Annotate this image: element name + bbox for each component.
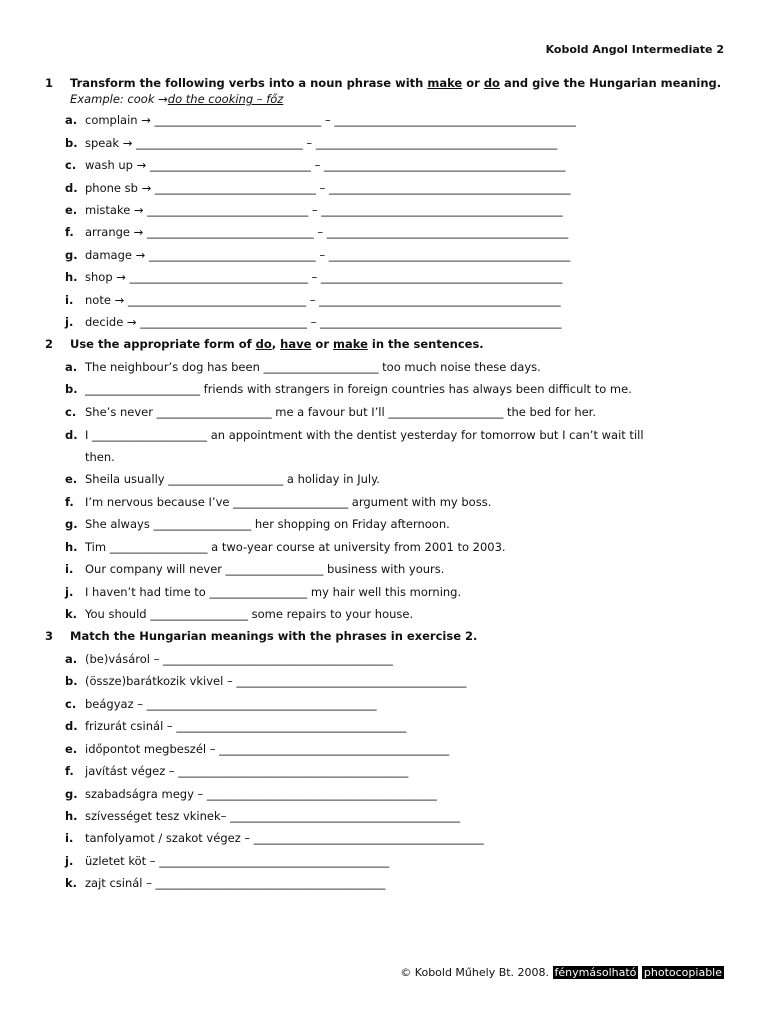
list-item: [65, 652, 393, 666]
list-item: [65, 472, 380, 486]
exercise-number: 2: [45, 337, 54, 351]
item-letter: k.: [65, 876, 78, 890]
list-item: [65, 674, 466, 688]
item-letter: e.: [65, 203, 78, 217]
copyright-text: © Kobold Műhely Bt. 2008.: [400, 966, 550, 979]
item-letter: f.: [65, 764, 74, 778]
item-letter: a.: [65, 360, 78, 374]
photocopiable-badge-hu: fénymásolható: [554, 966, 637, 979]
list-item: [65, 742, 449, 756]
example-label: Example: cook →: [70, 92, 168, 106]
item-text: shop → _______________________________ – __________________________________________: [85, 270, 563, 284]
title-keyword-make: make: [427, 76, 463, 90]
item-text: (össze)barátkozik vkivel – ________________________________________: [85, 674, 467, 688]
list-item: [65, 540, 506, 554]
item-text: szabadságra megy – ________________________________________: [85, 787, 437, 801]
title-text: in the sentences.: [367, 337, 484, 351]
item-text: speak → _____________________________ – __________________________________________: [85, 136, 558, 150]
item-letter: b.: [65, 136, 78, 150]
item-letter: g.: [65, 248, 78, 262]
item-text: szívességet tesz vkinek– ________________________________________: [85, 809, 461, 823]
list-item: [65, 428, 644, 442]
item-continuation: then.: [85, 450, 115, 464]
item-letter: b.: [65, 382, 78, 396]
list-item: [65, 293, 561, 307]
item-letter: i.: [65, 562, 74, 576]
item-letter: f.: [65, 495, 74, 509]
exercise-2-title: [45, 337, 484, 351]
title-text: Transform the following verbs into a noun phrase with: [70, 76, 428, 90]
title-text: Use the appropriate form of: [70, 337, 256, 351]
item-text: wash up → ____________________________ – __________________________________________: [85, 158, 566, 172]
list-item: [65, 113, 576, 127]
item-letter: a.: [65, 113, 78, 127]
item-text: frizurát csinál – ________________________________________: [85, 719, 407, 733]
item-text: (be)vásárol – ________________________________________: [85, 652, 394, 666]
item-letter: e.: [65, 742, 78, 756]
item-text: Our company will never _________________ business with yours.: [85, 562, 445, 576]
title-text: ,: [271, 337, 281, 351]
list-item: [65, 607, 413, 621]
item-text: mistake → ____________________________ – __________________________________________: [85, 203, 563, 217]
list-item: [65, 405, 596, 419]
item-letter: i.: [65, 293, 74, 307]
list-item: [65, 225, 568, 239]
item-text: note → _______________________________ – __________________________________________: [85, 293, 561, 307]
title-text: and give the Hungarian meaning.: [499, 76, 722, 90]
item-letter: j.: [65, 854, 74, 868]
item-text: The neighbour’s dog has been ____________________ too much noise these days.: [85, 360, 541, 374]
list-item: [65, 517, 450, 531]
list-item: [65, 854, 389, 868]
item-letter: d.: [65, 719, 78, 733]
item-text: beágyaz – ________________________________________: [85, 697, 377, 711]
item-text: időpontot megbeszél – ________________________________________: [85, 742, 450, 756]
photocopiable-badge-en: photocopiable: [643, 966, 722, 979]
title-keyword-have: have: [280, 337, 312, 351]
list-item: [65, 315, 562, 329]
page-footer: [400, 966, 724, 979]
exercise-1-example: [70, 92, 283, 106]
item-text: complain → _____________________________ – __________________________________________: [85, 113, 576, 127]
item-letter: j.: [65, 585, 74, 599]
item-text: I’m nervous because I’ve ____________________ argument with my boss.: [85, 495, 492, 509]
item-text: damage → _____________________________ – __________________________________________: [85, 248, 571, 262]
exercise-number: 3: [45, 629, 54, 643]
list-item: [65, 270, 562, 284]
list-item: [65, 809, 460, 823]
list-item: [65, 876, 386, 890]
list-item: [65, 719, 406, 733]
item-letter: g.: [65, 787, 78, 801]
item-letter: h.: [65, 809, 78, 823]
item-text: zajt csinál – ________________________________________: [85, 876, 386, 890]
list-item: [65, 360, 541, 374]
item-text: arrange → _____________________________ – __________________________________________: [85, 225, 569, 239]
item-text: tanfolyamot / szakot végez – ________________________________________: [85, 831, 484, 845]
list-item: [65, 562, 444, 576]
item-text: You should _________________ some repairs to your house.: [85, 607, 414, 621]
title-keyword-do: do: [483, 76, 500, 90]
title-text: or: [311, 337, 334, 351]
title-text: Match the Hungarian meanings with the phrases in exercise 2.: [70, 629, 478, 643]
list-item: [65, 181, 570, 195]
item-letter: a.: [65, 652, 78, 666]
title-text: or: [462, 76, 484, 90]
item-text: javítást végez – ________________________________________: [85, 764, 409, 778]
title-keyword-make: make: [333, 337, 368, 351]
item-text: She always _________________ her shopping on Friday afternoon.: [85, 517, 450, 531]
item-text: I ____________________ an appointment with the dentist yesterday for tomorrow but I can’t wait till: [85, 428, 644, 442]
item-text: üzletet köt – ________________________________________: [85, 854, 390, 868]
item-letter: h.: [65, 270, 78, 284]
list-item: [65, 831, 484, 845]
list-item: [65, 248, 570, 262]
list-item: [65, 136, 557, 150]
item-letter: d.: [65, 428, 78, 442]
list-item: [65, 585, 461, 599]
item-letter: c.: [65, 158, 77, 172]
item-text: She’s never ____________________ me a favour but I’ll ____________________ the bed for her.: [85, 405, 597, 419]
item-text: ____________________ friends with strangers in foreign countries has always been difficult to me.: [85, 382, 632, 396]
item-letter: c.: [65, 697, 77, 711]
list-item: [65, 203, 563, 217]
list-item: [65, 787, 437, 801]
list-item: [65, 158, 565, 172]
item-letter: g.: [65, 517, 78, 531]
example-answer: do the cooking – főz: [167, 92, 284, 106]
item-letter: c.: [65, 405, 77, 419]
item-text: Sheila usually ____________________ a holiday in July.: [85, 472, 380, 486]
exercise-3-title: [45, 629, 477, 643]
item-letter: d.: [65, 181, 78, 195]
list-item: [65, 495, 491, 509]
item-letter: e.: [65, 472, 78, 486]
item-letter: j.: [65, 315, 74, 329]
item-letter: h.: [65, 540, 78, 554]
page-header: Kobold Angol Intermediate 2: [545, 43, 724, 56]
list-item: [65, 697, 377, 711]
item-letter: b.: [65, 674, 78, 688]
item-letter: i.: [65, 831, 74, 845]
item-text: Tim _________________ a two-year course at university from 2001 to 2003.: [85, 540, 506, 554]
item-letter: f.: [65, 225, 74, 239]
list-item: [65, 382, 632, 396]
title-keyword-do: do: [255, 337, 272, 351]
list-item: [65, 764, 408, 778]
exercise-number: 1: [45, 76, 54, 90]
item-text: I haven’t had time to _________________ my hair well this morning.: [85, 585, 462, 599]
item-text: phone sb → ____________________________ – __________________________________________: [85, 181, 571, 195]
item-text: decide → _____________________________ – __________________________________________: [85, 315, 562, 329]
exercise-1-title: [45, 76, 721, 90]
item-letter: k.: [65, 607, 78, 621]
